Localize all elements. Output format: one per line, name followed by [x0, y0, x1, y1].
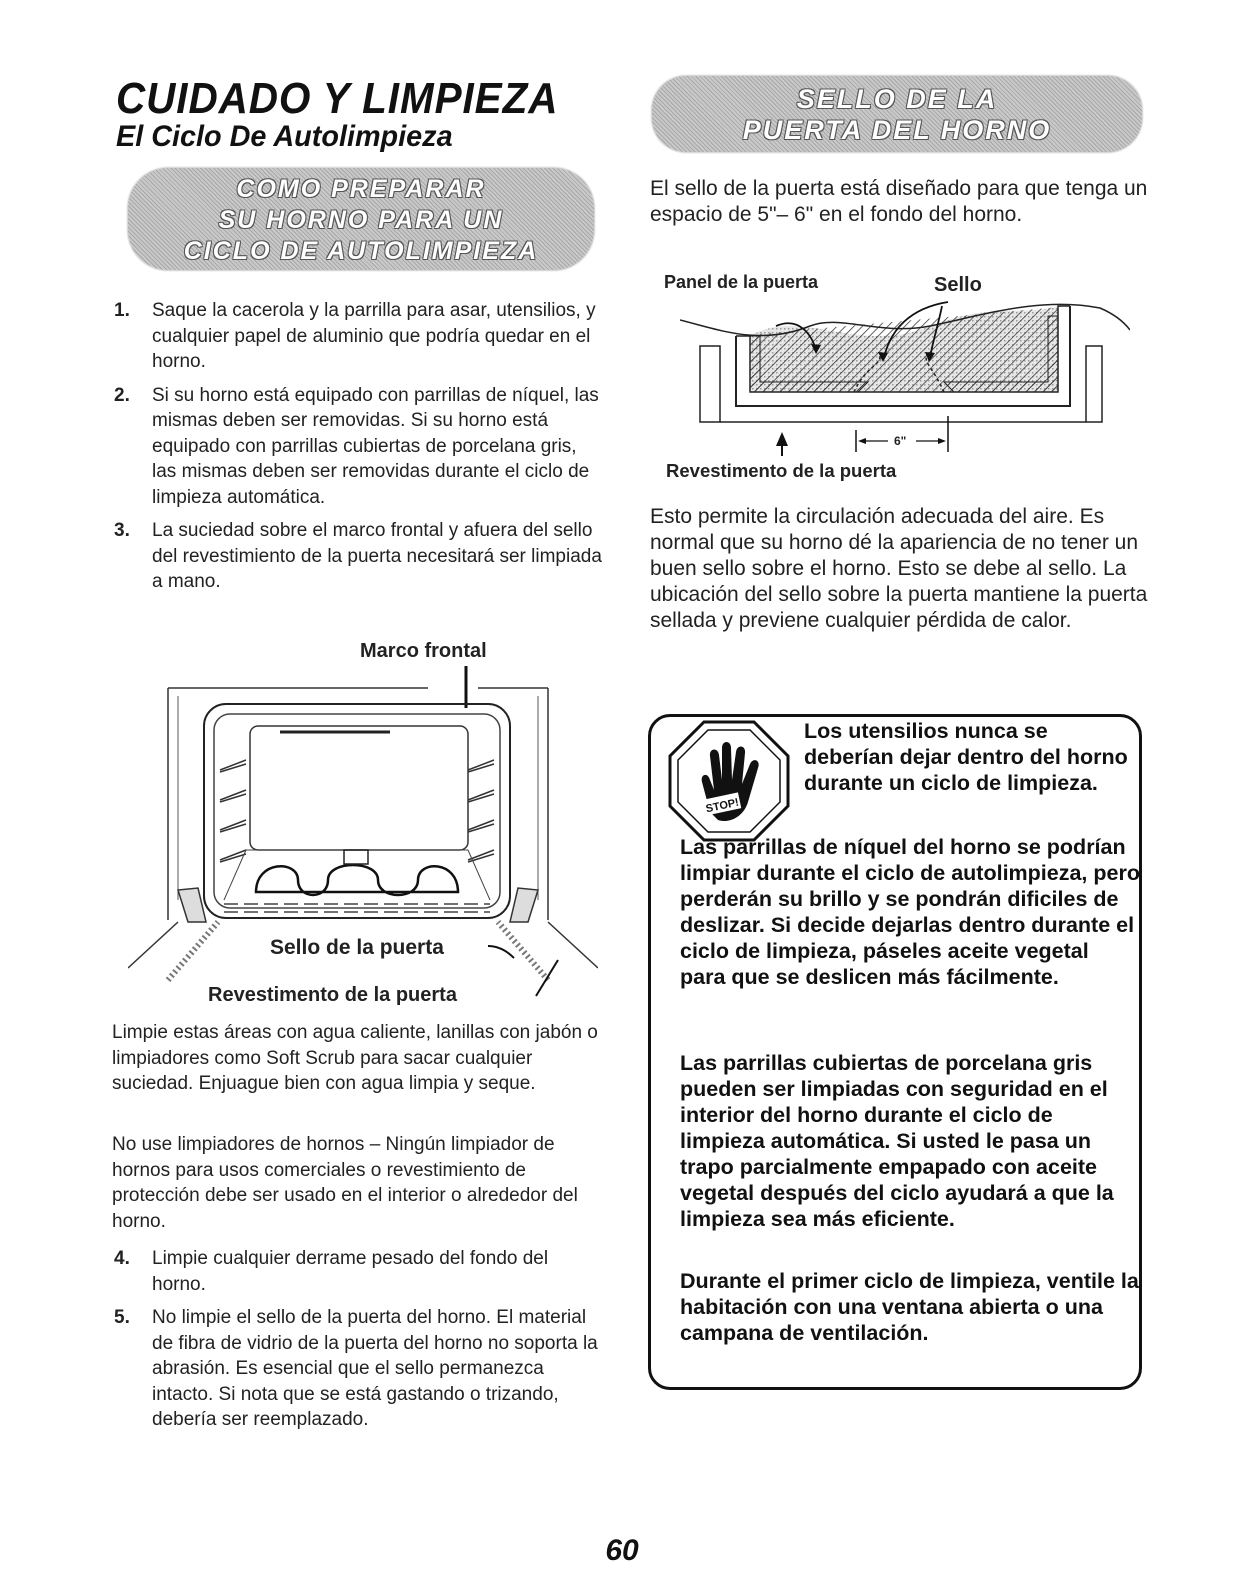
- warning-porcelain-racks-text: Las parrillas cubiertas de porcelana gris pueden ser limpiadas con seguridad en el interior del horno durante el ciclo de limpieza automática. Si usted le pasa un trapo parcialmente empapado con aceite vegetal después del ciclo ayudará a que la limpieza sea más eficiente.: [680, 1051, 1114, 1231]
- warning-utensils-text: Los utensilios nunca se deberían dejar dentro del horno durante un ciclo de limpieza.: [804, 719, 1128, 795]
- seal-explanation-text: Esto permite la circulación adecuada del aire. Es normal que su horno dé la apariencia de no tener un buen sello sobre el horno. Esto se debe al sello. La ubicación del sello sobre la puerta mantiene la puerta sellada y previene cualquier pérdida de calor.: [650, 505, 1148, 632]
- stop-hand-icon: [668, 720, 790, 842]
- door-liner-label-right: Revestimento de la puerta: [666, 460, 897, 481]
- step-text: No limpie el sello de la puerta del horno. El material de fibra de vidrio de la puerta del horno no soporta la abrasión. Es esencial que el sello permanezca intacto. Si nota que se está gastando o trizando, debería ser reemplazado.: [152, 1307, 598, 1430]
- list-item: [112, 383, 602, 511]
- banner-line: COMO PREPARAR: [236, 175, 486, 203]
- banner-line: PUERTA DEL HORNO: [742, 115, 1052, 145]
- door-liner-label: Revestimento de la puerta: [208, 984, 457, 1006]
- step-text: Limpie cualquier derrame pesado del fondo del horno.: [152, 1248, 549, 1295]
- step-number: 4.: [114, 1248, 130, 1269]
- banner-line: SELLO DE LA: [796, 84, 998, 114]
- cleaning-instructions: Limpie estas áreas con agua caliente, lanillas con jabón o limpiadores como Soft Scrub para sacar cualquier suciedad. Enjuague bien con agua limpia y seque.: [112, 1022, 598, 1094]
- door-panel-label: Panel de la puerta: [664, 272, 819, 292]
- list-item: [112, 518, 602, 595]
- step-number: 3.: [114, 520, 130, 541]
- step-number: 5.: [114, 1307, 130, 1328]
- list-item: [112, 1246, 602, 1297]
- banner-line: SU HORNO PARA UN: [218, 206, 504, 234]
- seal-intro-text: El sello de la puerta está diseñado para que tenga un espacio de 5"– 6" en el fondo del horno.: [650, 177, 1148, 226]
- warning-ventilation-text: Durante el primer ciclo de limpieza, ventile la habitación con una ventana abierta o una campana de ventilación.: [680, 1269, 1139, 1345]
- page-subtitle: El Ciclo De Autolimpieza: [116, 120, 453, 153]
- page-number: 60: [605, 1534, 639, 1567]
- door-seal-label: Sello de la puerta: [270, 936, 444, 959]
- step-number: 2.: [114, 384, 130, 406]
- steps-list-a: [112, 298, 602, 603]
- step-text: La suciedad sobre el marco frontal y afuera del sello del revestimiento de la puerta necesitará ser limpiada a mano.: [152, 520, 602, 592]
- steps-list-b: [112, 1246, 602, 1441]
- step-text: Si su horno está equipado con parrillas de níquel, las mismas deben ser removidas. Si su horno está equipado con parrillas cubiertas de porcelana gris, las mismas deben ser removidas durante el ciclo de limpieza automática.: [152, 384, 599, 508]
- gap-label: 6": [894, 434, 907, 448]
- list-item: [112, 298, 602, 375]
- list-item: [112, 1305, 602, 1433]
- step-text: Saque la cacerola y la parrilla para asar, utensilios, y cualquier papel de aluminio que podría quedar en el horno.: [152, 300, 596, 372]
- stop-label: STOP!: [704, 796, 741, 816]
- frame-label: Marco frontal: [360, 640, 487, 662]
- warning-nickel-racks-text: Las parrillas de níquel del horno se podrían limpiar durante el ciclo de autolimpieza, pero perderán su brillo y se pondrán dificiles de deslizar. Si decide dejarlas dentro durante el ciclo de limpieza, páseles aceite vegetal para que se deslicen más fácilmente.: [680, 835, 1140, 989]
- prepare-oven-banner: [128, 168, 594, 270]
- door-seal-banner: [652, 76, 1142, 152]
- seal-label: Sello: [934, 274, 982, 296]
- step-number: 1.: [114, 300, 130, 321]
- oven-cleaner-warning: No use limpiadores de hornos – Ningún limpiador de hornos para usos comerciales o revestimiento de protección debe ser usado en el interior o alrededor del horno.: [112, 1134, 578, 1232]
- banner-line: CICLO DE AUTOLIMPIEZA: [183, 237, 539, 265]
- page-title: CUIDADO Y LIMPIEZA: [116, 74, 559, 123]
